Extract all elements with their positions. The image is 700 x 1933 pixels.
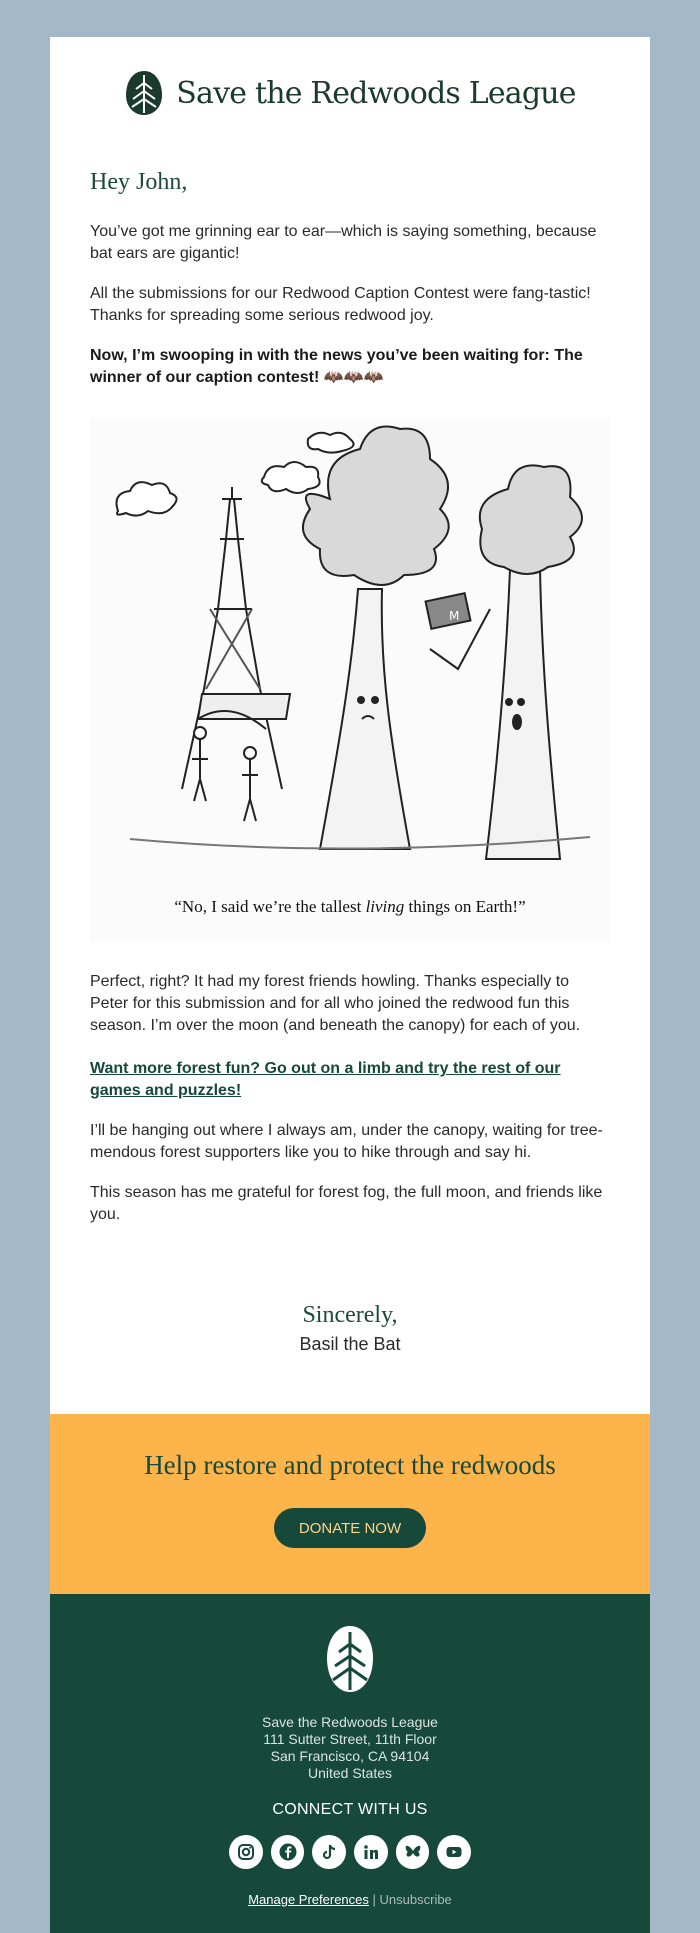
- greeting: Hey John,: [90, 169, 188, 195]
- redwood-footer-logo-icon[interactable]: [325, 1624, 375, 1694]
- submissions-paragraph: All the submissions for our Redwood Caption Contest were fang-tastic! Thanks for spreading some serious redwood joy.: [90, 285, 591, 324]
- footer-org: Save the Redwoods League: [262, 1714, 438, 1730]
- comic-caption: [90, 897, 610, 917]
- bluesky-icon[interactable]: [396, 1835, 430, 1869]
- donate-section: [50, 1414, 650, 1594]
- facebook-icon[interactable]: [271, 1835, 305, 1869]
- winner-announcement: [90, 345, 610, 389]
- bat-emoji: 🦇🦇🦇: [323, 369, 384, 386]
- email-card: [50, 37, 650, 1933]
- instagram-icon[interactable]: [229, 1835, 263, 1869]
- mail-letter: M: [449, 609, 460, 623]
- social-links: [229, 1835, 471, 1869]
- caption-emphasis: living: [365, 897, 405, 916]
- header-logo[interactable]: [50, 65, 650, 121]
- footer-country: United States: [307, 1765, 393, 1781]
- preferences-row: [50, 1892, 650, 1907]
- footer-address: [50, 1714, 650, 1782]
- footer-city: San Francisco, CA 94104: [270, 1748, 430, 1764]
- linkedin-icon[interactable]: [354, 1835, 388, 1869]
- manage-preferences-link[interactable]: Manage Preferences: [248, 1892, 369, 1907]
- sign-off: Sincerely,: [302, 1302, 398, 1328]
- donate-button[interactable]: DONATE NOW: [274, 1508, 426, 1548]
- comic-illustration: [90, 419, 610, 889]
- grateful-paragraph: This season has me grateful for forest fog, the full moon, and friends like you.: [90, 1184, 603, 1223]
- games-link-paragraph: [90, 1058, 610, 1102]
- donate-heading: Help restore and protect the redwoods: [144, 1450, 556, 1480]
- connect-heading: CONNECT WITH US: [272, 1801, 428, 1818]
- caption-part: “No, I said we’re the tallest: [174, 897, 366, 916]
- footer-street: 111 Sutter Street, 11th Floor: [263, 1731, 437, 1747]
- games-puzzles-link[interactable]: Want more forest fun? Go out on a limb and try the rest of our games and puzzles!: [90, 1060, 561, 1099]
- tiktok-icon[interactable]: [312, 1835, 346, 1869]
- winner-text: Now, I’m swooping in with the news you’ve been waiting for: The winner of our caption contest!: [90, 347, 583, 386]
- caption-part: things on Earth!”: [404, 897, 526, 916]
- canopy-paragraph: I’ll be hanging out where I always am, under the canopy, waiting for tree-mendous forest supporters like you to hike through and say hi.: [90, 1122, 603, 1161]
- signature: Basil the Bat: [299, 1334, 401, 1354]
- unsubscribe-link[interactable]: Unsubscribe: [379, 1892, 452, 1907]
- youtube-icon[interactable]: [437, 1835, 471, 1869]
- redwood-logo-icon: [124, 69, 164, 117]
- footer: [50, 1594, 650, 1933]
- logo-text: Save the Redwoods League: [176, 75, 576, 111]
- thanks-paragraph: Perfect, right? It had my forest friends howling. Thanks especially to Peter for this submission and for all who joined the redwood fun this season. I’m over the moon (and beneath the canopy) for each of you.: [90, 973, 581, 1034]
- prefs-separator: |: [372, 1892, 376, 1907]
- intro-paragraph: You’ve got me grinning ear to ear—which is saying something, because bat ears are gigantic!: [90, 223, 597, 262]
- caption-contest-comic: [90, 419, 610, 941]
